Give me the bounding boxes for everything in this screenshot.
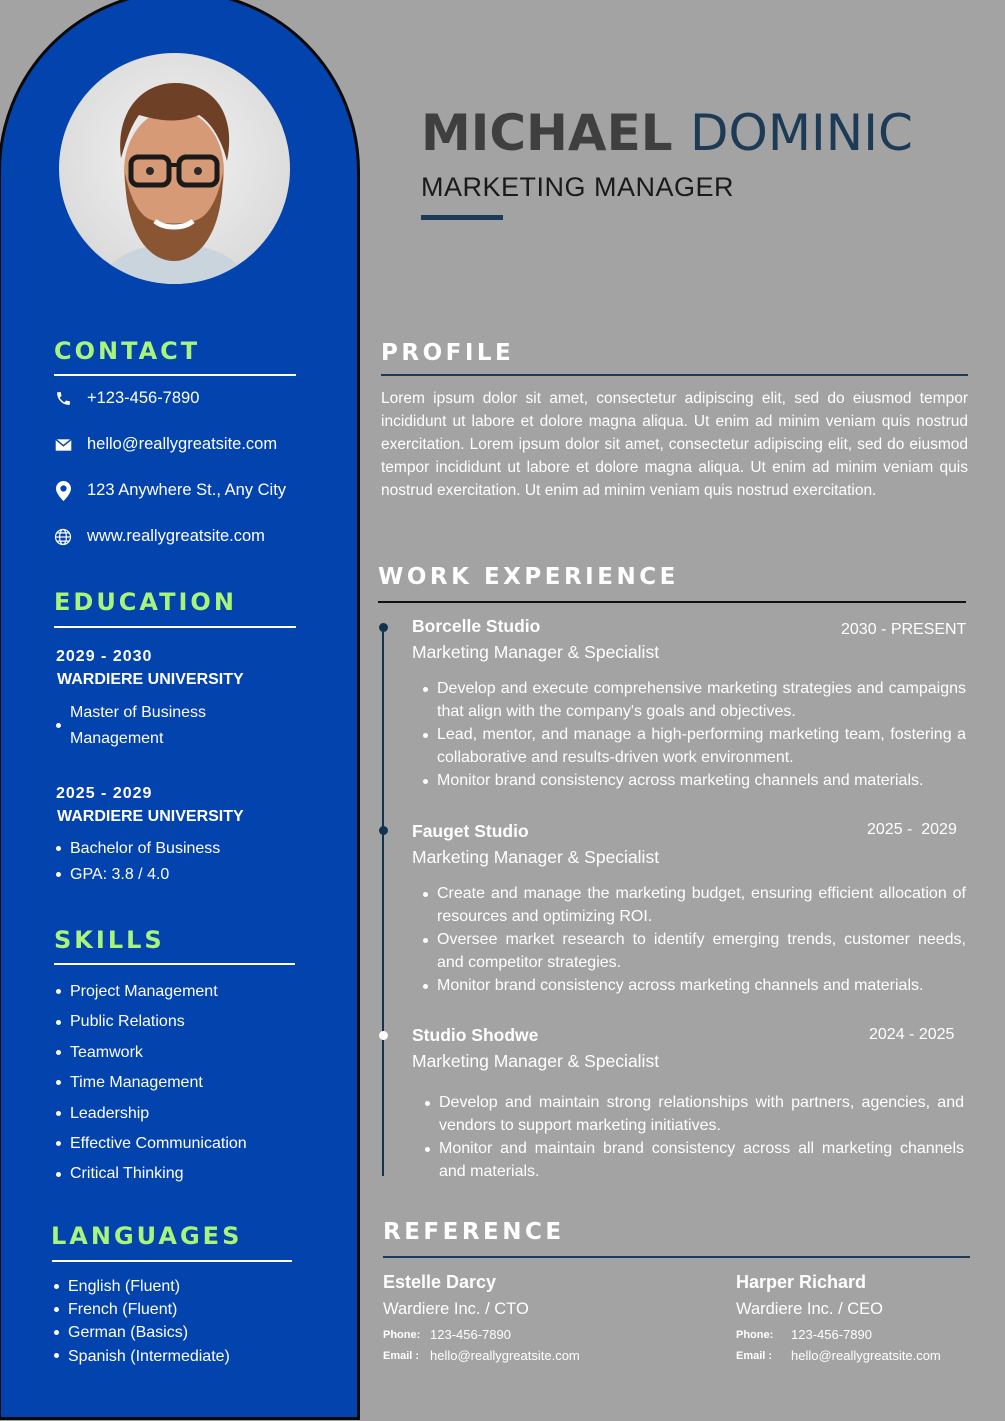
profile-divider (381, 374, 968, 376)
list-item: Monitor brand consistency across marketing channels and materials. (422, 974, 966, 997)
reference-name: Harper Richard (736, 1272, 867, 1292)
reference-name: Estelle Darcy (383, 1272, 497, 1292)
languages-divider (52, 1260, 292, 1262)
contact-phone-text[interactable]: +123-456-7890 (87, 389, 200, 407)
reference-phone-value: 123-456-7890 (430, 1327, 511, 1342)
job-role: Marketing Manager & Specialist (412, 847, 660, 867)
phone-icon (54, 390, 72, 408)
education-heading: EDUCATION (54, 588, 237, 616)
contact-email (54, 435, 277, 454)
email-label: Email : (383, 1350, 420, 1362)
work-experience-heading: WORK EXPERIENCE (378, 564, 679, 590)
job-dates: 2030 - PRESENT (841, 621, 967, 638)
language-item: Spanish (Intermediate) (52, 1345, 230, 1368)
skill-item: Project Management (54, 977, 247, 1007)
skills-divider (54, 963, 295, 965)
job-bullets (422, 882, 966, 997)
reference-email-value[interactable]: hello@reallygreatsite.com (791, 1348, 941, 1363)
job-title: MARKETING MANAGER (421, 172, 735, 202)
email-icon (54, 436, 72, 454)
job-role: Marketing Manager & Specialist (412, 642, 660, 662)
contact-email-text[interactable]: hello@reallygreatsite.com (87, 435, 278, 453)
list-item: GPA: 3.8 / 4.0 (54, 862, 220, 888)
profile-text: Lorem ipsum dolor sit amet, consectetur adipiscing elit, sed do eiusmod tempor incididunt ut labore et dolore magna aliqua. Ut enim ad minim veniam quis nostrud exercitation. Lorem ipsum dolor sit amet, consectetur adipiscing elit, sed do eiusmod tempor incididunt ut labore et dolore magna aliqua. Ut enim ad minim veniam quis nostrud exercitation. Ut enim ad minim veniam quis nostrud exercitation. (381, 390, 968, 499)
skills-heading: SKILLS (54, 926, 165, 954)
reference-organization: Wardiere Inc. / CTO (383, 1300, 529, 1318)
education-years-1: 2029 - 2030 (56, 648, 153, 665)
list-item: Lead, mentor, and manage a high-performing marketing team, fostering a collaborative and results-driven work environment. (422, 723, 966, 769)
globe-icon (54, 528, 72, 546)
contact-phone (54, 389, 199, 408)
job-role: Marketing Manager & Specialist (412, 1051, 660, 1071)
job-company: Borcelle Studio (412, 616, 541, 636)
reference-phone (736, 1327, 872, 1342)
timeline-dot (379, 826, 388, 835)
job-dates: 2025 - 2029 (867, 821, 957, 838)
reference-divider (383, 1256, 970, 1258)
skill-item: Public Relations (54, 1007, 247, 1037)
reference-email (736, 1348, 941, 1363)
reference-email-value[interactable]: hello@reallygreatsite.com (430, 1348, 580, 1363)
reference-heading: REFERENCE (383, 1219, 565, 1245)
education-school-1: WARDIERE UNIVERSITY (57, 671, 244, 688)
language-item: English (Fluent) (52, 1275, 230, 1298)
contact-address-text: 123 Anywhere St., Any City (87, 481, 287, 499)
skill-item: Effective Communication (54, 1129, 247, 1159)
education-school-2: WARDIERE UNIVERSITY (57, 808, 244, 825)
contact-heading: CONTACT (54, 337, 201, 365)
full-name (421, 104, 913, 162)
language-item: German (Basics) (52, 1321, 230, 1344)
timeline-dot (379, 1031, 388, 1040)
list-item: Bachelor of Business (54, 836, 220, 862)
list-item: Develop and execute comprehensive marketing strategies and campaigns that align with the company's goals and objectives. (422, 677, 966, 723)
title-underline (421, 215, 503, 220)
last-name: DOMINIC (690, 104, 913, 162)
list-item: Oversee market research to identify emerging trends, customer needs, and competitor strategies. (422, 928, 966, 974)
timeline-dot (379, 623, 388, 632)
contact-divider (54, 374, 296, 376)
first-name: MICHAEL (421, 104, 673, 162)
skill-item: Leadership (54, 1099, 247, 1129)
work-experience-divider (378, 601, 966, 603)
job-company: Studio Shodwe (412, 1025, 539, 1045)
reference-phone-value: 123-456-7890 (791, 1327, 872, 1342)
reference-organization: Wardiere Inc. / CEO (736, 1300, 884, 1318)
languages-heading: LANGUAGES (51, 1222, 243, 1250)
education-details-1 (54, 700, 244, 752)
job-company: Fauget Studio (412, 821, 529, 841)
job-bullets (424, 1091, 964, 1183)
education-divider (54, 626, 296, 628)
reference-email (383, 1348, 580, 1363)
list-item: Develop and maintain strong relationships with partners, agencies, and vendors to support marketing initiatives. (424, 1091, 964, 1137)
list-item: Master of Business Management (54, 700, 244, 752)
contact-address (54, 481, 286, 500)
skill-item: Teamwork (54, 1038, 247, 1068)
location-pin-icon (54, 482, 72, 500)
reference-phone (383, 1327, 511, 1342)
education-details-2 (54, 836, 220, 888)
phone-label: Phone: (383, 1329, 421, 1341)
contact-website (54, 527, 265, 546)
list-item: Monitor brand consistency across marketing channels and materials. (422, 769, 966, 792)
job-dates: 2024 - 2025 (869, 1026, 955, 1043)
education-years-2: 2025 - 2029 (56, 785, 153, 802)
job-bullets (422, 677, 966, 792)
skills-list (54, 977, 247, 1190)
profile-heading: PROFILE (381, 340, 515, 366)
language-item: French (Fluent) (52, 1298, 230, 1321)
languages-list (52, 1275, 230, 1368)
list-item: Monitor and maintain brand consistency across all marketing channels and materials. (424, 1137, 964, 1183)
phone-label: Phone: (736, 1329, 774, 1341)
skill-item: Critical Thinking (54, 1159, 247, 1189)
email-label: Email : (736, 1350, 773, 1362)
contact-website-text[interactable]: www.reallygreatsite.com (87, 527, 265, 545)
timeline-line (382, 624, 384, 1176)
portrait-image (59, 53, 290, 284)
list-item: Create and manage the marketing budget, ensuring efficient allocation of resources and optimizing ROI. (422, 882, 966, 928)
profile-photo (59, 53, 290, 284)
skill-item: Time Management (54, 1068, 247, 1098)
